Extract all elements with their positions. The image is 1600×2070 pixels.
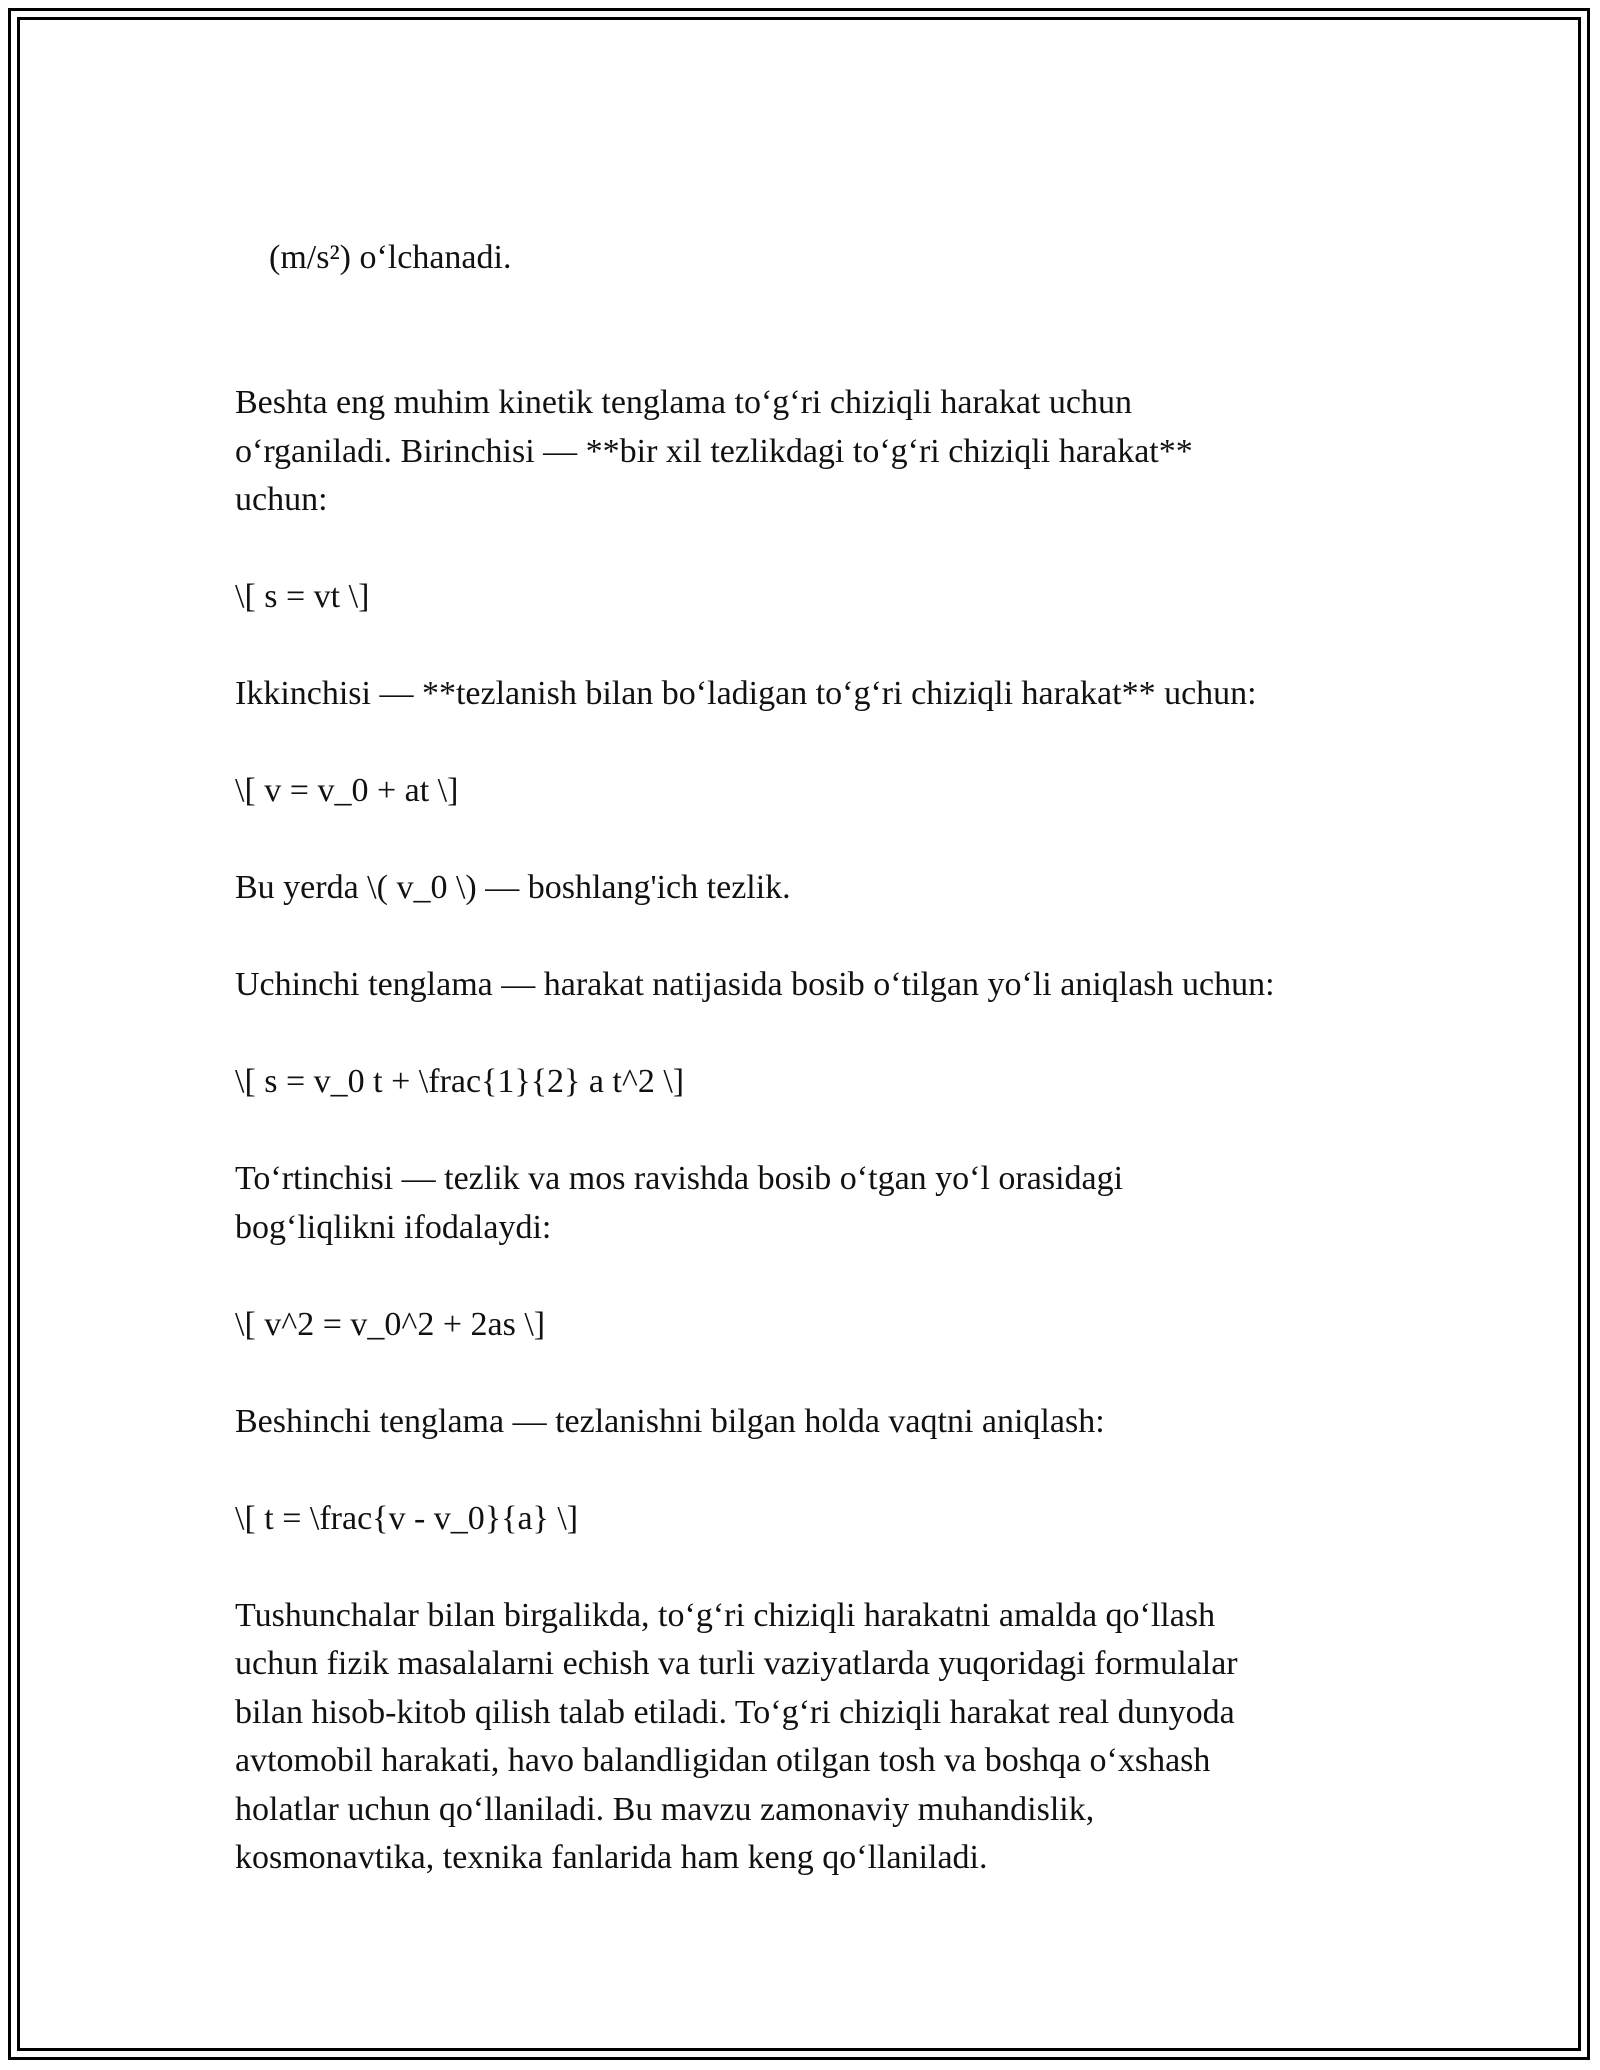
text-line: avtomobil harakati, havo balandligidan otilgan tosh va boshqa o‘xshash: [235, 1742, 1211, 1779]
paragraph-fourth: [235, 1155, 1385, 1252]
text-line: Tushunchalar bilan birgalikda, to‘g‘ri chiziqli harakatni amalda qo‘llash: [235, 1596, 1216, 1634]
paragraph-conclusion: [235, 1592, 1385, 1883]
text-line: uchun fizik masalalarni echish va turli vaziyatlarda yuqoridagi formulalar: [235, 1645, 1238, 1682]
text-line: bilan hisob-kitob qilish talab etiladi. To‘g‘ri chiziqli harakat real dunyoda: [235, 1693, 1235, 1731]
formula-text: \[ s = v_0 t + \frac{1}{2} a t^2 \]: [235, 1063, 685, 1100]
text-line: Beshta eng muhim kinetik tenglama to‘g‘ri chiziqli harakat uchun: [235, 384, 1132, 421]
paragraph-units: [235, 185, 1385, 331]
paragraph-second: [235, 670, 1385, 719]
formula-velocity: [235, 767, 1385, 816]
text-line: Beshinchi tenglama — tezlanishni bilgan holda vaqtni aniqlash:: [235, 1402, 1105, 1440]
text-line: o‘rganiladi. Birinchisi — **bir xil tezlikdagi to‘g‘ri chiziqli harakat**: [235, 432, 1193, 470]
formula-uniform-motion: [235, 573, 1385, 622]
formula-text: \[ v = v_0 + at \]: [235, 772, 459, 809]
document-body: [235, 185, 1385, 1883]
text-line: bog‘liqlikni ifodalaydi:: [235, 1208, 552, 1246]
formula-displacement: [235, 1058, 1385, 1107]
formula-text: \[ s = vt \]: [235, 578, 370, 615]
text-line: (m/s²) o‘lchanadi.: [269, 238, 512, 276]
text-line: uchun:: [235, 481, 328, 518]
text-line: To‘rtinchisi — tezlik va mos ravishda bosib o‘tgan yo‘l orasidagi: [235, 1160, 1124, 1197]
text-line: Bu yerda \( v_0 \) — boshlang'ich tezlik.: [235, 869, 791, 906]
formula-time: [235, 1495, 1385, 1544]
paragraph-fifth: [235, 1398, 1385, 1447]
text-line: holatlar uchun qo‘llaniladi. Bu mavzu zamonaviy muhandislik,: [235, 1790, 1095, 1828]
text-line: kosmonavtika, texnika fanlarida ham keng qo‘llaniladi.: [235, 1839, 988, 1876]
formula-text: \[ t = \frac{v - v_0}{a} \]: [235, 1499, 579, 1537]
paragraph-initial-velocity: [235, 864, 1385, 913]
formula-text: \[ v^2 = v_0^2 + 2as \]: [235, 1305, 546, 1343]
formula-velocity-squared: [235, 1301, 1385, 1350]
paragraph-intro: [235, 379, 1385, 525]
text-line: Uchinchi tenglama — harakat natijasida bosib o‘tilgan yo‘li aniqlash uchun:: [235, 966, 1275, 1003]
text-line: Ikkinchisi — **tezlanish bilan bo‘ladigan to‘g‘ri chiziqli harakat** uchun:: [235, 675, 1257, 712]
paragraph-third: [235, 961, 1385, 1010]
